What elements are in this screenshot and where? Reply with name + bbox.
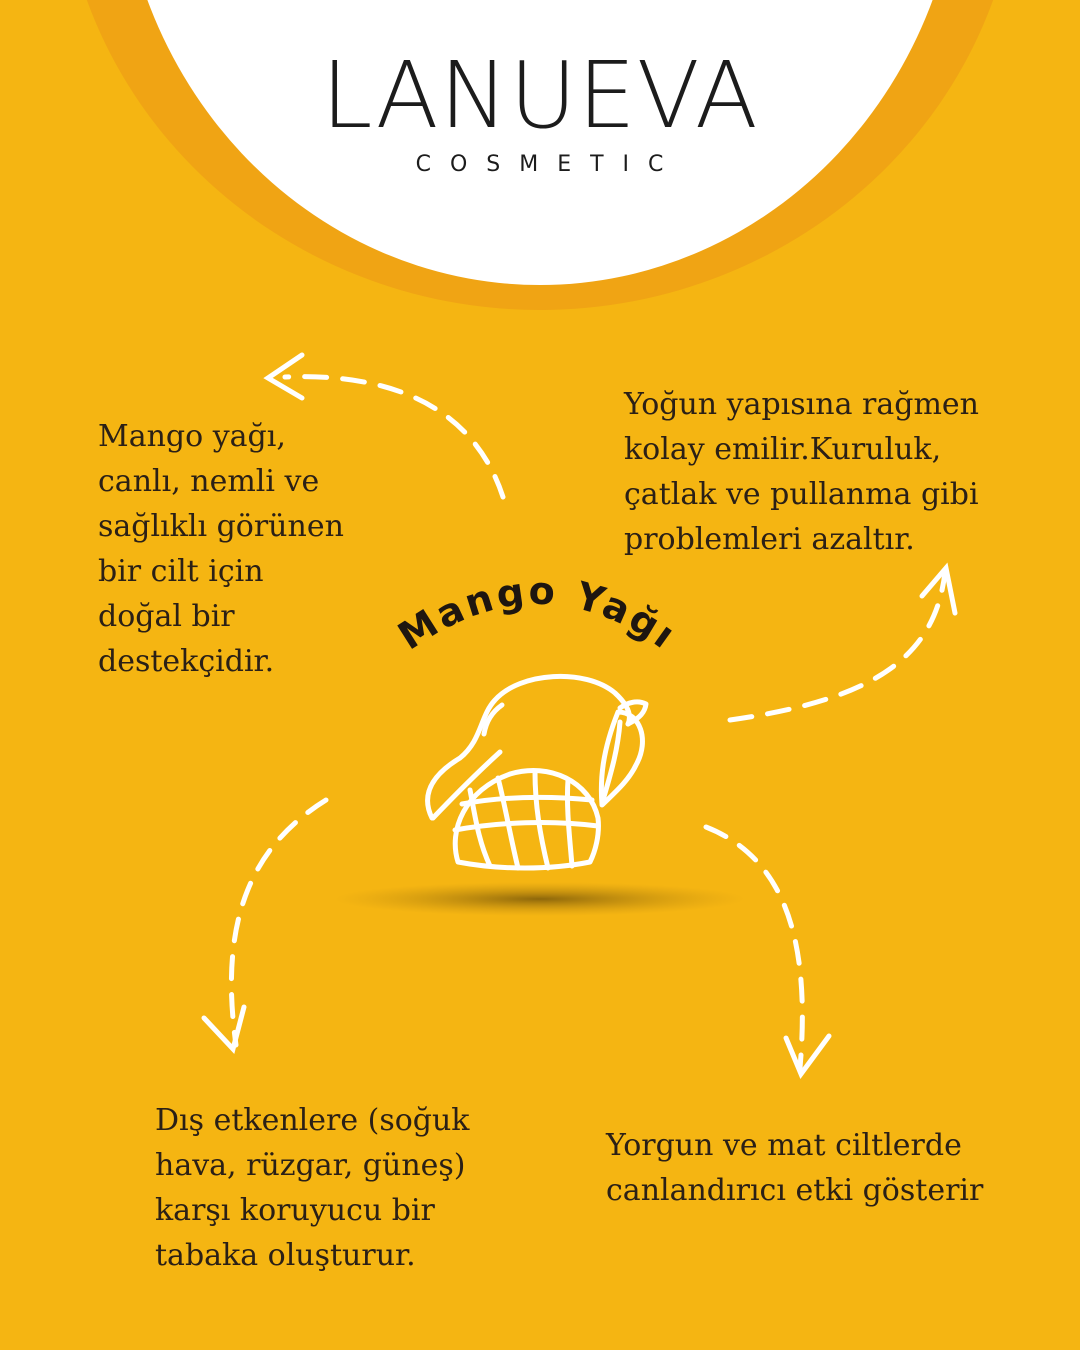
mango-title-path: Mango Yağı [390, 568, 686, 659]
benefit-text-1: Mango yağı, canlı, nemli ve sağlıklı görünen bir cilt için doğal bir destekçidir. [98, 419, 344, 679]
benefit-text-3: Dış etkenlere (soğuk hava, rüzgar, güneş) karşı koruyucu bir tabaka oluşturur. [155, 1103, 470, 1273]
mango-icon [428, 676, 646, 868]
benefit-text-2: Yoğun yapısına rağmen kolay emilir.Kuruluk, çatlak ve pullanma gibi problemleri azaltır. [624, 387, 979, 557]
benefit-text-4: Yorgun ve mat ciltlerde canlandırıcı etki gösterir [606, 1128, 984, 1208]
mango-shadow [335, 882, 745, 916]
mango-title [390, 569, 685, 659]
arrow-icon [706, 827, 802, 1068]
brand-name: LANUEVA [321, 42, 759, 149]
arrow-icon [786, 1036, 829, 1074]
brand-tagline: COSMETIC [415, 152, 683, 177]
arrow-icon [730, 572, 945, 720]
